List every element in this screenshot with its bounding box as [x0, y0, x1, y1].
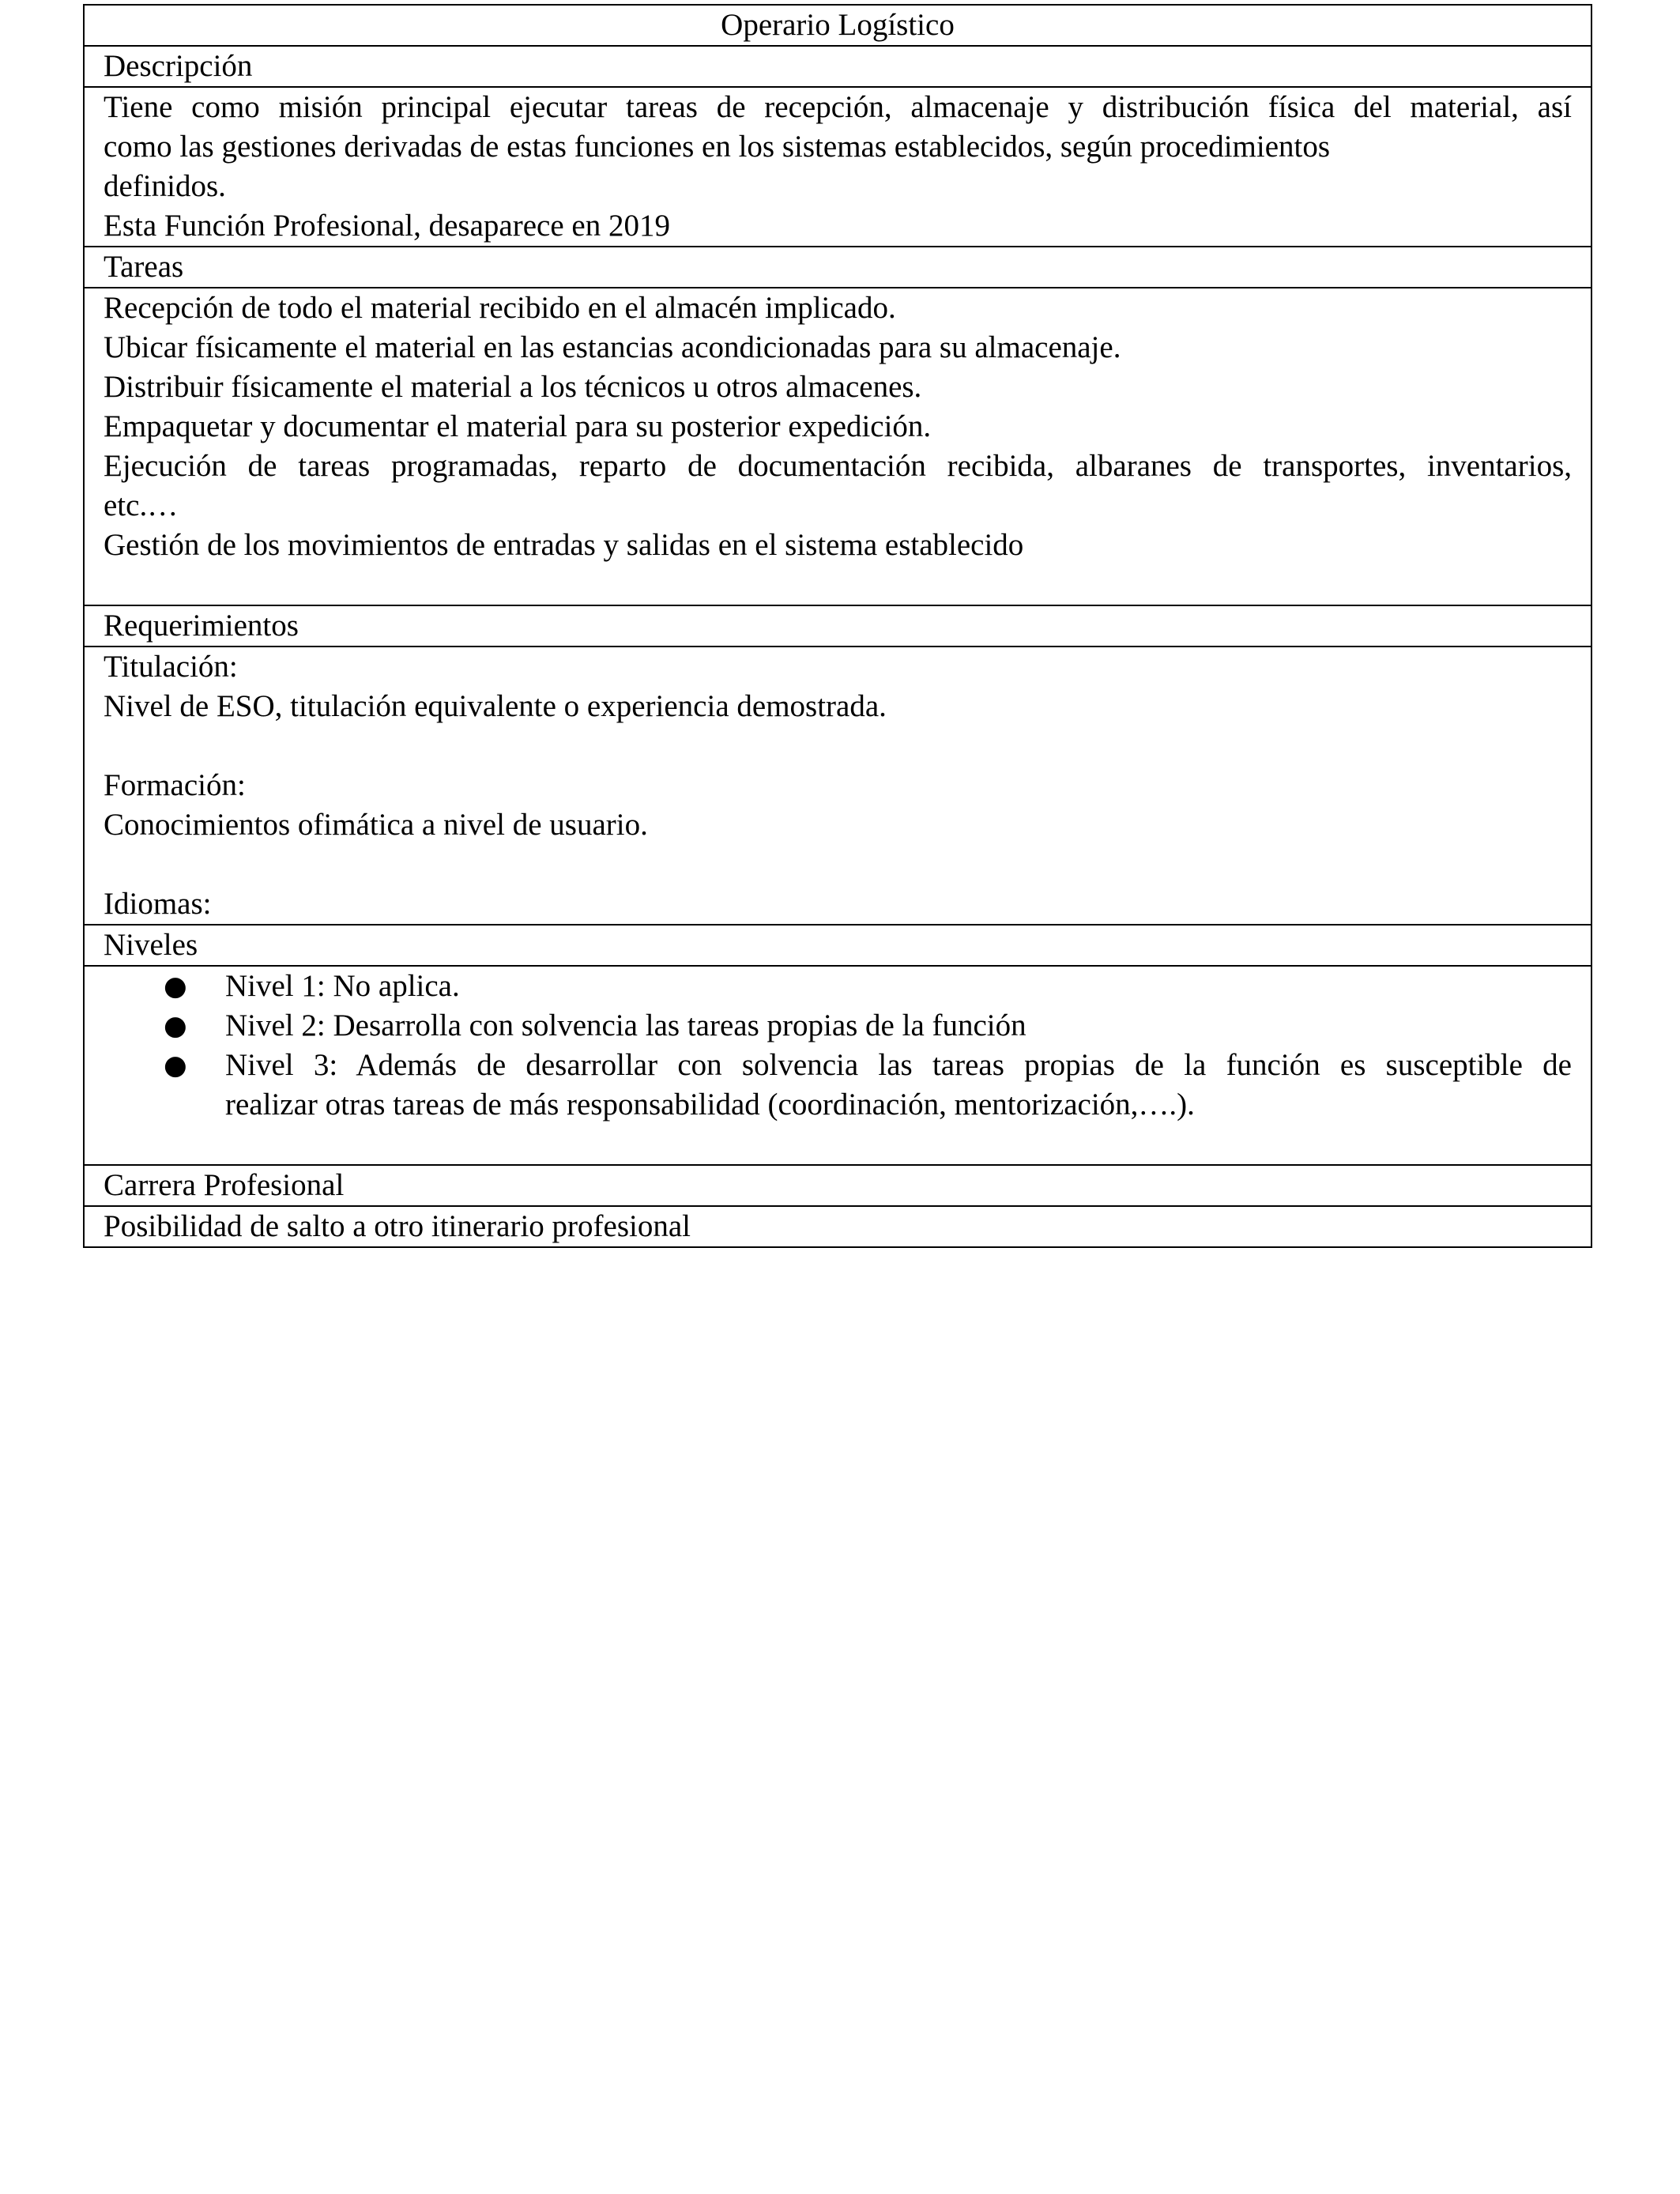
- niveles-body: [84, 966, 1591, 1165]
- tarea-line: Empaquetar y documentar el material para su posterior expedición.: [104, 409, 932, 443]
- nivel-line: Nivel 1: No aplica.: [225, 969, 460, 1003]
- blank-line: [104, 845, 1572, 884]
- blank-line: [104, 565, 1572, 605]
- descripcion-line: definidos.: [104, 169, 226, 203]
- nivel-item: [104, 1046, 1572, 1125]
- blank-line: [104, 726, 1572, 766]
- idiomas-label: Idiomas:: [104, 887, 212, 921]
- nivel-line: Nivel 2: Desarrolla con solvencia las tareas propias de la función: [225, 1008, 1026, 1042]
- titulacion-label: Titulación:: [104, 650, 238, 684]
- descripcion-line: Tiene como misión principal ejecutar tareas de recepción, almacenaje y distribución física del material, así: [104, 90, 1572, 124]
- bullet-icon: ●: [164, 1010, 187, 1042]
- nivel-line: realizar otras tareas de más responsabilidad (coordinación, mentorización,….).: [225, 1088, 1195, 1122]
- descripcion-line: como las gestiones derivadas de estas funciones en los sistemas establecidos, según procedimientos: [104, 130, 1331, 164]
- bullet-icon: ●: [164, 1050, 187, 1081]
- niveles-list: [104, 967, 1572, 1164]
- descripcion-body: [84, 87, 1591, 247]
- titulacion-value: Nivel de ESO, titulación equivalente o experiencia demostrada.: [104, 689, 887, 723]
- tarea-line: Ejecución de tareas programadas, reparto de documentación recibida, albaranes de transportes, inventarios,: [104, 449, 1572, 483]
- tarea-line: etc.…: [104, 488, 179, 522]
- nivel-item: [104, 1006, 1572, 1046]
- niveles-header: Niveles: [84, 925, 1591, 966]
- carrera-value: Posibilidad de salto a otro itinerario profesional: [84, 1206, 1591, 1247]
- tareas-header: Tareas: [84, 247, 1591, 288]
- carrera-header: Carrera Profesional: [84, 1165, 1591, 1206]
- tareas-body: [84, 288, 1591, 605]
- bullet-icon: ●: [164, 971, 187, 1002]
- tarea-line: Gestión de los movimientos de entradas y salidas en el sistema establecido: [104, 528, 1024, 562]
- requerimientos-body: [84, 647, 1591, 925]
- tarea-line: Ubicar físicamente el material en las estancias acondicionadas para su almacenaje.: [104, 330, 1121, 364]
- descripcion-line: Esta Función Profesional, desaparece en 2019: [104, 209, 670, 243]
- job-title: Operario Logístico: [84, 5, 1591, 46]
- formacion-label: Formación:: [104, 768, 246, 802]
- job-profile-table: [83, 4, 1592, 1248]
- tarea-line: Distribuir físicamente el material a los técnicos u otros almacenes.: [104, 370, 922, 404]
- nivel-item: [104, 967, 1572, 1006]
- descripcion-header: Descripción: [84, 46, 1591, 87]
- tarea-line: Recepción de todo el material recibido en el almacén implicado.: [104, 291, 896, 325]
- formacion-value: Conocimientos ofimática a nivel de usuario.: [104, 808, 648, 842]
- nivel-line: Nivel 3: Además de desarrollar con solvencia las tareas propias de la función es susceptible de: [225, 1048, 1572, 1082]
- requerimientos-header: Requerimientos: [84, 605, 1591, 647]
